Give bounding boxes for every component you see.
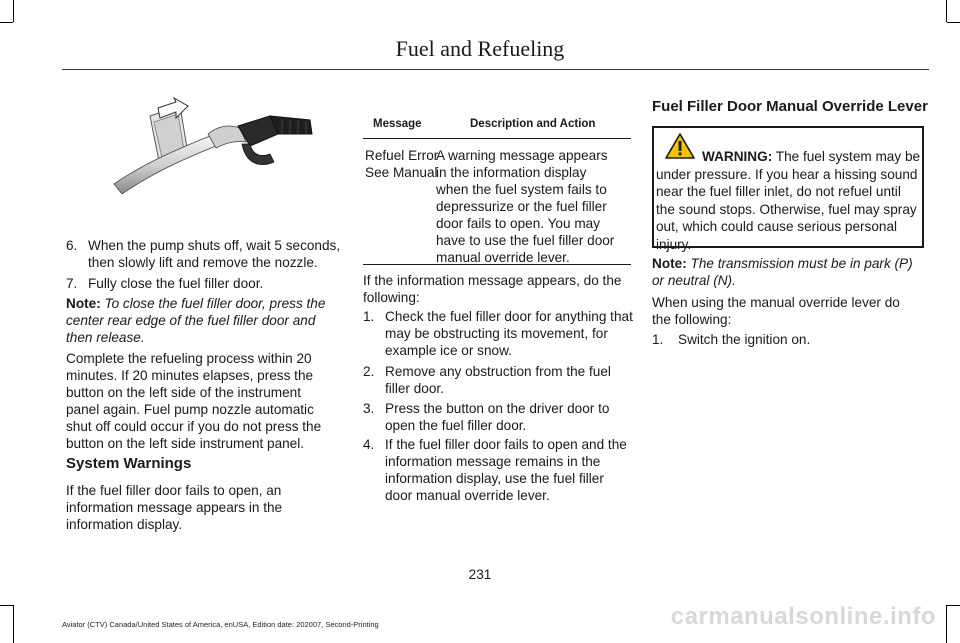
step-number: 1. (652, 332, 664, 347)
paragraph-line: Complete the refueling process within 20 (66, 351, 312, 366)
paragraph-line: If the information message appears, do the (363, 273, 622, 288)
step-text-line: door manual override lever. (385, 488, 550, 503)
paragraph-line: the following: (652, 312, 732, 327)
crop-mark (947, 22, 960, 23)
note-text: The transmission must be in park (P) (690, 256, 913, 271)
cell-line: See Manual (365, 165, 438, 180)
step-text-line: If the fuel filler door fails to open and the (385, 437, 627, 452)
cell-line: when the fuel system fails to (436, 182, 607, 197)
section-title-override-lever: Fuel Filler Door Manual Override Lever (652, 98, 928, 115)
override-paragraph (652, 294, 932, 328)
step-number: 6. (66, 238, 78, 253)
paragraph-line: information display. (66, 517, 183, 532)
watermark: carmanualsonline.info (670, 603, 936, 630)
step-text-line: Remove any obstruction from the fuel (385, 364, 611, 379)
paragraph-line: button on the left side instrument panel. (66, 436, 305, 451)
note-label: Note: (66, 296, 101, 311)
step-text: Fully close the fuel filler door. (88, 276, 264, 291)
paragraph-line: information message appears in the (66, 500, 283, 515)
page-title: Fuel and Refueling (395, 36, 565, 61)
step-text-line: Press the button on the driver door to (385, 401, 610, 416)
page-number: 231 (468, 567, 492, 582)
warning-box (652, 126, 924, 252)
cell-line: door fails to open. You may (436, 216, 600, 231)
cell-line: depressurize or the fuel filler (436, 199, 607, 214)
step-number: 2. (363, 364, 375, 379)
step-number: 7. (66, 276, 78, 291)
step-number: 3. (363, 401, 375, 416)
warning-line: out, which could cause serious personal (656, 219, 898, 234)
step-text (385, 436, 627, 504)
paragraph-line: button on the left side of the instrument (66, 385, 302, 400)
note (66, 295, 346, 346)
paragraph-line: following: (363, 290, 420, 305)
step-text (385, 363, 611, 397)
note-text: then release. (66, 330, 145, 345)
paragraph-line: minutes. If 20 minutes elapses, press the (66, 368, 314, 383)
step-text-line: open the fuel filler door. (385, 418, 527, 433)
warning-line: the sound stops. Otherwise, fuel may spray (656, 201, 917, 217)
info-message-intro (363, 272, 638, 306)
cell-line: Refuel Error (365, 148, 439, 163)
step-text (385, 308, 633, 359)
crop-mark (0, 605, 13, 606)
refuel-paragraph (66, 350, 351, 452)
step-text: Switch the ignition on. (678, 332, 811, 347)
warning-line: The fuel system may be (775, 149, 921, 164)
cell-line: manual override lever. (436, 250, 570, 265)
cell-line: A warning message appears (436, 148, 608, 163)
cell-line: in the information display (436, 165, 587, 180)
table-header-row (363, 106, 631, 139)
header-divider (62, 69, 929, 70)
step-text-line: filler door. (385, 381, 444, 396)
cell-line: have to use the fuel filler door (436, 233, 615, 248)
footer-edition: Aviator (CTV) Canada/United States of America, enUSA, Edition date: 202007, Second-Printing (62, 620, 379, 629)
note-text: To close the fuel filler door, press the (104, 296, 326, 311)
crop-mark (13, 605, 14, 643)
transmission-note (652, 255, 932, 289)
step-text (385, 400, 609, 434)
step-text-line: When the pump shuts off, wait 5 seconds, (88, 238, 341, 253)
warning-line: under pressure. If you hear a hissing sound (656, 166, 918, 182)
note-text: center rear edge of the fuel filler door and (66, 313, 316, 328)
step-text-line: then slowly lift and remove the nozzle. (88, 255, 318, 270)
crop-mark (13, 0, 14, 22)
step-text-line: may be obstructing its movement, for (385, 326, 608, 341)
table-cell-message (365, 147, 438, 181)
table-row (363, 139, 631, 265)
crop-mark (0, 22, 13, 23)
crop-mark (947, 605, 960, 606)
section-title-system-warnings: System Warnings (66, 455, 192, 472)
crop-mark (946, 605, 947, 643)
fuel-nozzle-illustration (110, 94, 318, 194)
step-text (88, 237, 348, 271)
paragraph-line: panel again. Fuel pump nozzle automatic (66, 402, 314, 417)
step-number: 4. (363, 437, 375, 452)
paragraph-line: If the fuel filler door fails to open, an (66, 483, 282, 498)
warning-text (656, 148, 920, 253)
warning-line: near the fuel filler inlet, do not refuel until (656, 184, 901, 199)
table-header-description: Description and Action (470, 118, 596, 130)
paragraph-line: When using the manual override lever do (652, 295, 900, 310)
note-text: or neutral (N). (652, 273, 736, 288)
paragraph-line: shut off could occur if you do not press the (66, 419, 322, 434)
table-header-message: Message (373, 118, 422, 130)
step-text-line: example ice or snow. (385, 343, 512, 358)
step-number: 1. (363, 309, 375, 324)
warning-label: WARNING: (702, 149, 773, 164)
step-text-line: Check the fuel filler door for anything that (385, 309, 633, 324)
step-text-line: information message remains in the (385, 454, 601, 469)
table-cell-description (436, 147, 614, 266)
crop-mark (946, 0, 947, 22)
system-warnings-paragraph (66, 482, 351, 533)
warning-line: injury. (656, 236, 692, 252)
step-text-line: information display, use the fuel filler (385, 471, 604, 486)
note-label: Note: (652, 256, 687, 271)
message-table (363, 106, 631, 265)
